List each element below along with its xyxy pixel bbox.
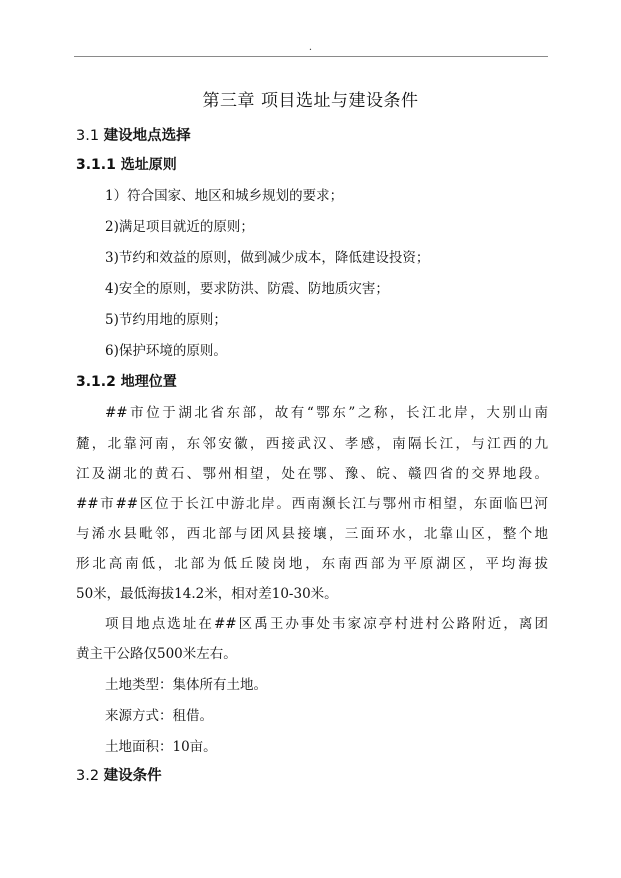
land-area: 土地面积：10亩。 bbox=[105, 739, 217, 755]
paragraph-line: ##市##区位于长江中游北岸。西南濒长江与鄂州市相望，东面临巴河 bbox=[76, 496, 548, 512]
paragraph-line: 麓，北靠河南，东邻安徽，西接武汉、孝感，南隔长江，与江西的九 bbox=[76, 436, 548, 452]
paragraph-line: 江及湖北的黄石、鄂州相望，处在鄂、豫、皖、赣四省的交界地段。 bbox=[76, 466, 548, 482]
list-item: 1）符合国家、地区和城乡规划的要求； bbox=[105, 188, 344, 204]
list-item: 5)节约用地的原则； bbox=[105, 312, 227, 328]
paragraph-line: 形北高南低，北部为低丘陵岗地，东南西部为平原湖区，平均海拔 bbox=[76, 556, 548, 572]
section-3-1-2-heading: 3.1.2 地理位置 bbox=[76, 374, 177, 390]
section-3-1-1-heading: 3.1.1 选址原则 bbox=[76, 157, 177, 173]
chapter-title: 第三章 项目选址与建设条件 bbox=[202, 91, 419, 111]
list-item: 6)保护环境的原则。 bbox=[105, 343, 227, 359]
section-3-1-title: 建设地点选择 bbox=[103, 128, 191, 144]
land-type: 土地类型：集体所有土地。 bbox=[105, 677, 267, 693]
paragraph-line: 与浠水县毗邻，西北部与团风县接壤，三面环水，北靠山区，整个地 bbox=[76, 526, 548, 542]
section-3-1-heading bbox=[76, 126, 191, 146]
list-item: 3)节约和效益的原则，做到减少成本，降低建设投资； bbox=[105, 250, 430, 266]
header-mark: . bbox=[308, 42, 313, 53]
paragraph-line: 50米，最低海拔14.2米，相对差10-30米。 bbox=[76, 586, 338, 602]
section-3-1-number: 3.1 bbox=[76, 128, 100, 144]
land-source: 来源方式：租借。 bbox=[105, 708, 213, 724]
section-3-2-heading bbox=[76, 766, 162, 786]
paragraph-line: ##市位于湖北省东部，故有“鄂东”之称，长江北岸，大别山南 bbox=[105, 405, 548, 421]
list-item: 2)满足项目就近的原则； bbox=[105, 219, 254, 235]
section-3-2-title: 建设条件 bbox=[103, 768, 162, 784]
list-item: 4)安全的原则，要求防洪、防震、防地质灾害； bbox=[105, 281, 389, 297]
paragraph-line: 黄主干公路仅500米左右。 bbox=[76, 646, 237, 662]
paragraph-line: 项目地点选址在##区禹王办事处韦家凉亭村进村公路附近，离团 bbox=[105, 616, 548, 632]
section-3-2-number: 3.2 bbox=[76, 768, 100, 784]
header-rule bbox=[74, 56, 548, 57]
